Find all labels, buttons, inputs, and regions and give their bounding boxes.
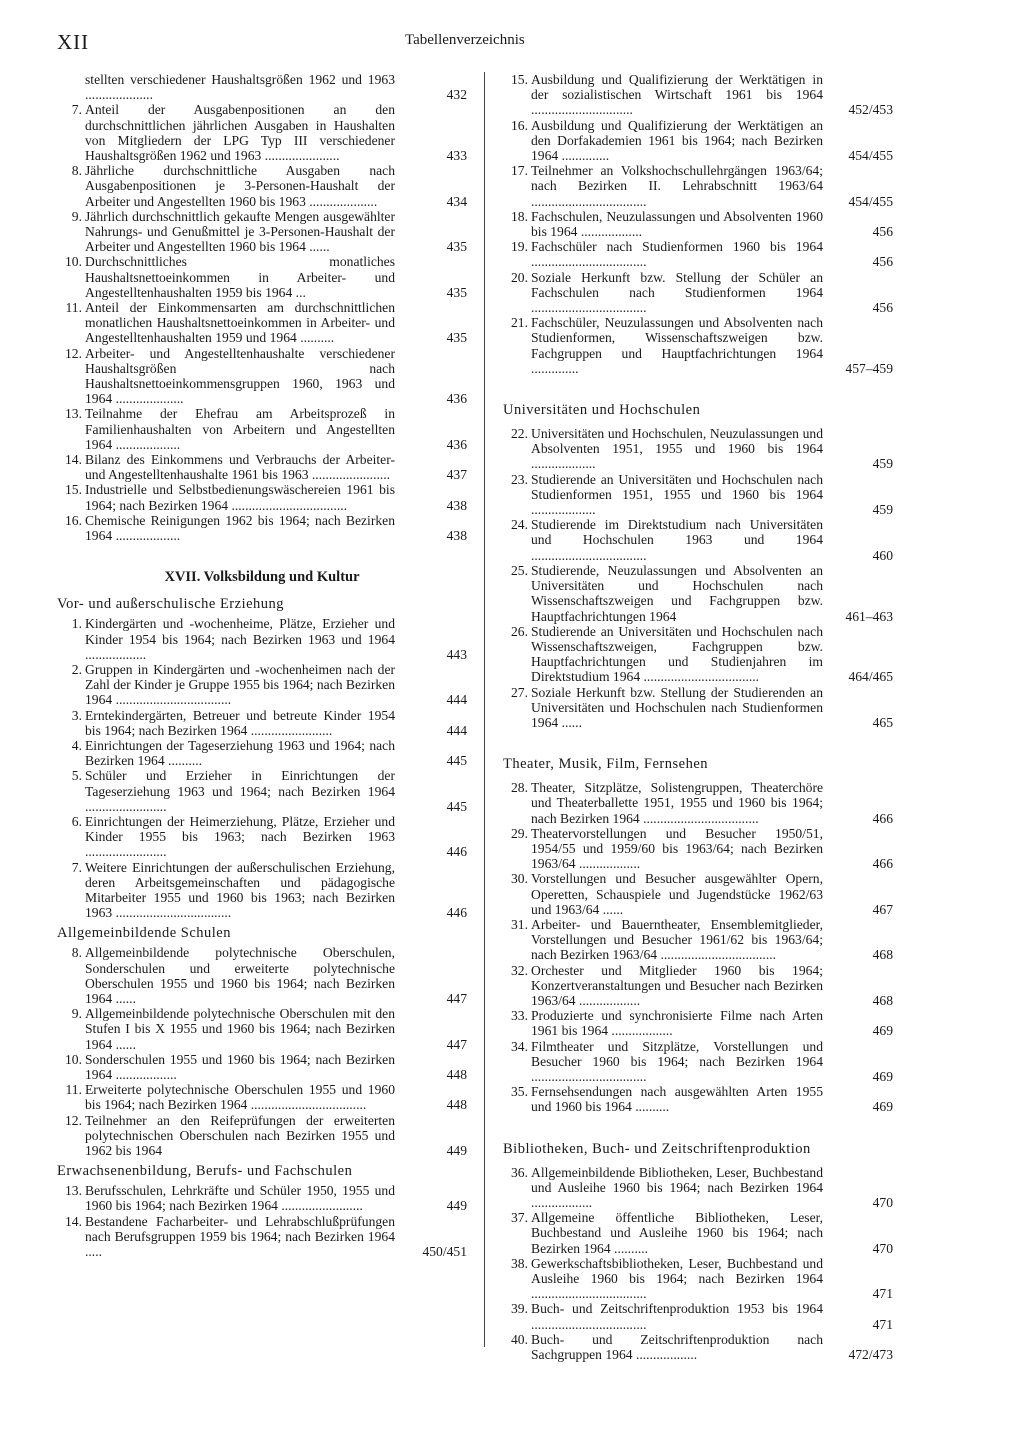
entry-text: Produzierte und synchronisierte Filme nach Arten 1961 bis 1964 .................. [531, 1008, 823, 1039]
entry-number: 12. [65, 1112, 82, 1128]
toc-entry [503, 1332, 893, 1362]
entry-body [85, 1006, 467, 1052]
entry-body [85, 708, 467, 738]
entry-text: stellten verschiedener Haushaltsgrößen 1962 und 1963 .................... [85, 72, 395, 103]
entry-page: 456 [872, 254, 893, 270]
entry-number: 11. [65, 1082, 82, 1098]
entry-body [85, 945, 467, 1006]
entry-text: Teilnehmer an den Reifeprüfungen der erweiterten polytechnischen Oberschulen nach Bezirken 1955 und 1962 bis 1964 [85, 1112, 395, 1158]
entry-page: 468 [872, 947, 893, 963]
entry-body [85, 1113, 467, 1159]
entry-page: 467 [872, 901, 893, 917]
entry-body [85, 1082, 467, 1112]
entry-page: 470 [872, 1240, 893, 1256]
toc-entry [57, 1113, 467, 1159]
entry-number: 13. [65, 1183, 82, 1199]
entry-number: 9. [71, 208, 82, 224]
entry-page: 448 [446, 1066, 467, 1082]
entry-body [85, 1183, 467, 1213]
entry-number: 4. [71, 737, 82, 753]
entry-body [531, 315, 893, 376]
entry-text: Chemische Reinigungen 1962 bis 1964; nach Bezirken 1964 ................... [85, 512, 395, 544]
entry-body [531, 209, 893, 239]
entry-text: Bestandene Facharbeiter- und Lehrabschlußprüfungen nach Berufsgruppen 1959 bis 1964; nach Bezirken 1964 ..... [85, 1213, 395, 1260]
entry-body [531, 624, 893, 685]
toc-entry [503, 685, 893, 731]
entry-group [503, 1165, 893, 1363]
entry-page: 447 [446, 1036, 467, 1052]
entry-page: 437 [446, 467, 467, 483]
toc-entry [57, 1214, 467, 1260]
toc-entry [57, 1183, 467, 1213]
entry-text: Fernsehsendungen nach ausgewählten Arten 1955 und 1960 bis 1964 .......... [531, 1084, 823, 1115]
entry-body [85, 1214, 467, 1260]
toc-entry [503, 118, 893, 164]
entry-number: 6. [71, 813, 82, 829]
toc-entry [57, 738, 467, 768]
entry-body [85, 860, 467, 921]
entry-page: 435 [446, 239, 467, 255]
entry-body [85, 452, 467, 482]
entry-body [85, 300, 467, 346]
entry-number: 40. [511, 1331, 528, 1347]
entry-text: Buch- und Zeitschriftenproduktion nach Sachgruppen 1964 .................. [531, 1331, 823, 1363]
entry-page: 454/455 [848, 193, 893, 209]
entry-text: Bilanz des Einkommens und Verbrauchs der Arbeiter- und Angestelltenhaushalte 1961 bis 1963 ....................... [85, 452, 395, 483]
toc-entry [503, 1084, 893, 1114]
entry-text: Studierende an Universitäten und Hochschulen nach Wissenschaftszweigen, Fachgruppen bzw. Hauptfachrichtungen und Studienjahren im Direktstudium 1964 .................................. [531, 623, 823, 685]
toc-entry [57, 945, 467, 1006]
entry-text: Studierende, Neuzulassungen und Absolventen an Universitäten und Hochschulen nach Wissenschaftszweigen und Fachgruppen bzw. Hauptfachrichtungen 1964 [531, 562, 823, 624]
entry-number: 36. [511, 1164, 528, 1180]
toc-entry [503, 917, 893, 963]
entry-text: Weitere Einrichtungen der außerschulischen Erziehung, deren Arbeitsgemeinschaften und pädagogische Mitarbeiter 1955 und 1960 bis 1963; nach Bezirken 1963 .................................. [85, 859, 395, 921]
toc-entry [503, 163, 893, 209]
entry-page: 447 [446, 990, 467, 1006]
entry-text: Durchschnittliches monatliches Haushaltsnettoeinkommen in Arbeiter- und Angestelltenhaushalten 1959 bis 1964 ... [85, 254, 395, 300]
entry-page: 445 [446, 753, 467, 769]
entry-page: 471 [872, 1286, 893, 1302]
entry-number: 13. [65, 406, 82, 422]
entry-page: 469 [872, 1023, 893, 1039]
toc-entry [503, 472, 893, 518]
entry-page: 435 [446, 284, 467, 300]
entry-body [85, 662, 467, 708]
entry-page: 448 [446, 1097, 467, 1113]
entry-body [85, 163, 467, 209]
entry-body [531, 270, 893, 316]
entry-text: Gewerkschaftsbibliotheken, Leser, Buchbestand und Ausleihe 1960 bis 1964; nach Bezirken 1964 .................................. [531, 1255, 823, 1302]
entry-text: Universitäten und Hochschulen, Neuzulassungen und Absolventen 1951, 1955 und 1960 bis 1964 ................... [531, 426, 823, 472]
toc-entry [57, 482, 467, 512]
toc-entry [503, 1165, 893, 1211]
entry-body [531, 1039, 893, 1085]
toc-entry [503, 209, 893, 239]
subsection-heading: Bibliotheken, Buch- und Zeitschriftenproduktion [503, 1140, 811, 1157]
entry-body [531, 1084, 893, 1114]
toc-entry [503, 1301, 893, 1331]
entry-number: 16. [511, 117, 528, 133]
toc-entry [503, 517, 893, 563]
entry-text: Teilnehmer an Volkshochschullehrgängen 1963/64; nach Bezirken II. Lehrabschnitt 1963/64 .................................. [531, 163, 823, 209]
section-title: XVII. Volksbildung und Kultur [164, 569, 360, 586]
subsection-heading: Theater, Musik, Film, Fernsehen [503, 756, 708, 773]
entry-page: 449 [446, 1143, 467, 1158]
entry-body [85, 814, 467, 860]
entry-body [531, 1165, 893, 1211]
entry-text: Arbeiter- und Bauerntheater, Ensemblemitglieder, Vorstellungen und Besucher 1961/62 bis 1963/64; nach Bezirken 1963/64 .................................. [531, 916, 823, 963]
entry-body [85, 346, 467, 407]
subsection-heading: Allgemeinbildende Schulen [57, 925, 231, 942]
entry-number: 19. [511, 239, 528, 255]
entry-page: 469 [872, 1068, 893, 1084]
entry-number [57, 72, 85, 102]
toc-entry [57, 209, 467, 255]
entry-text: Allgemeinbildende polytechnische Oberschulen mit den Stufen I bis X 1955 und 1960 bis 1964; nach Bezirken 1964 ...... [85, 1006, 395, 1052]
entry-number: 14. [65, 452, 82, 468]
entry-page: 471 [872, 1316, 893, 1332]
entry-page: 433 [446, 148, 467, 164]
entry-body [85, 768, 467, 814]
entry-group [57, 616, 467, 920]
entry-page: 450/451 [422, 1244, 467, 1260]
entry-body [85, 616, 467, 662]
toc-entry [57, 72, 467, 102]
entry-page: 459 [872, 502, 893, 518]
entry-page: 461–463 [845, 608, 893, 624]
entry-body [531, 1256, 893, 1302]
entry-number: 1. [71, 616, 82, 632]
entry-number: 11. [65, 300, 82, 316]
entry-body [531, 1210, 893, 1256]
entry-body [85, 1052, 467, 1082]
entry-text: Kindergärten und -wochenheime, Plätze, Erzieher und Kinder 1954 bis 1964; nach Bezirken 1963 und 1964 .................. [85, 616, 395, 662]
entry-page: 436 [446, 391, 467, 407]
entry-number: 9. [71, 1006, 82, 1022]
entry-page: 432 [446, 87, 467, 103]
entry-body [531, 426, 893, 472]
entry-text: Anteil der Ausgabenpositionen an den durchschnittlichen jährlichen Ausgaben in Haushalten von Mitgliedern der LPG Typ III verschiedener Haushaltsgrößen 1962 und 1963 ...................... [85, 102, 395, 164]
entry-text: Vorstellungen und Besucher ausgewählter Opern, Operetten, Schauspiele und Jugendstücke 1962/63 und 1963/64 ...... [531, 871, 823, 917]
toc-entry [503, 780, 893, 826]
entry-body [85, 102, 467, 163]
right-column [503, 72, 893, 1362]
entry-text: Sonderschulen 1955 und 1960 bis 1964; nach Bezirken 1964 .................. [85, 1051, 395, 1082]
toc-entry [57, 513, 467, 543]
entry-text: Studierende im Direktstudium nach Universitäten und Hochschulen 1963 und 1964 .................................. [531, 517, 823, 563]
entry-page: 446 [446, 905, 467, 921]
entry-text: Allgemeinbildende Bibliotheken, Leser, Buchbestand und Ausleihe 1960 bis 1964; nach Bezirken 1964 .................. [531, 1164, 823, 1210]
entry-body [85, 482, 467, 512]
entry-number: 29. [511, 825, 528, 841]
entry-page: 470 [872, 1195, 893, 1210]
entry-page: 454/455 [848, 148, 893, 164]
subsection-heading: Universitäten und Hochschulen [503, 402, 701, 419]
toc-entry [57, 163, 467, 209]
entry-text: Gruppen in Kindergärten und -wochenheimen nach der Zahl der Kinder je Gruppe 1955 bis 1964; nach Bezirken 1964 .................................. [85, 661, 395, 708]
entry-text: Fachschulen, Neuzulassungen und Absolventen 1960 bis 1964 .................. [531, 208, 823, 240]
entry-text: Studierende an Universitäten und Hochschulen nach Studienformen 1951, 1955 und 1960 bis 1964 ................... [531, 471, 823, 518]
entry-group [57, 945, 467, 1158]
entry-page: 460 [872, 547, 893, 563]
entry-body [531, 826, 893, 872]
entry-text: Orchester und Mitglieder 1960 bis 1964; Konzertveranstaltungen und Besucher nach Bezirken 1963/64 .................. [531, 962, 823, 1008]
entry-body [85, 209, 467, 255]
toc-entry [57, 406, 467, 452]
entry-body [85, 738, 467, 768]
entry-body [531, 72, 893, 118]
toc-entry [57, 708, 467, 738]
entry-text: Fachschüler nach Studienformen 1960 bis 1964 .................................. [531, 239, 823, 270]
entry-group [503, 72, 893, 376]
entry-page: 434 [446, 193, 467, 209]
toc-entry [503, 72, 893, 118]
toc-entry [57, 1006, 467, 1052]
entry-text: Ausbildung und Qualifizierung der Werktätigen an den Dorfakademien 1961 bis 1964; nach Bezirken 1964 .............. [531, 117, 823, 164]
entry-number: 21. [511, 315, 528, 331]
entry-page: 468 [872, 992, 893, 1008]
entry-number: 18. [511, 208, 528, 224]
entry-number: 10. [65, 254, 82, 270]
page-number: XII [57, 30, 90, 54]
entry-text: Berufsschulen, Lehrkräfte und Schüler 1950, 1955 und 1960 bis 1964; nach Bezirken 1964 ........................ [85, 1183, 395, 1214]
entry-body [531, 517, 893, 563]
entry-text: Theatervorstellungen und Besucher 1950/51, 1954/55 und 1959/60 bis 1963/64; nach Bezirken 1963/64 .................. [531, 825, 823, 872]
entry-page: 443 [446, 646, 467, 662]
entry-number: 39. [511, 1301, 528, 1317]
toc-entry [57, 662, 467, 708]
entry-number: 17. [511, 163, 528, 179]
toc-entry [57, 452, 467, 482]
entry-number: 20. [511, 269, 528, 285]
entry-text: Filmtheater und Sitzplätze, Vorstellungen und Besucher 1960 bis 1964; nach Bezirken 1964 .................................. [531, 1038, 823, 1084]
entry-body [85, 254, 467, 300]
entry-text: Soziale Herkunft bzw. Stellung der Studierenden an Universitäten und Hochschulen nach Studienformen 1964 ...... [531, 684, 823, 730]
toc-entry [57, 768, 467, 814]
toc-entry [503, 871, 893, 917]
entry-number: 16. [65, 512, 82, 528]
entry-body [85, 72, 467, 102]
toc-entry [503, 826, 893, 872]
toc-entry [57, 346, 467, 407]
entry-group [57, 1183, 467, 1259]
entry-number: 28. [511, 780, 528, 796]
entry-text: Industrielle und Selbstbedienungswäschereien 1961 bis 1964; nach Bezirken 1964 .................................. [85, 482, 395, 513]
entry-body [531, 871, 893, 917]
entry-page: 436 [446, 436, 467, 452]
toc-entry [57, 254, 467, 300]
toc-entry [57, 814, 467, 860]
entry-group [503, 780, 893, 1114]
entry-number: 27. [511, 684, 528, 700]
toc-entry [503, 1008, 893, 1038]
entry-text: Fachschüler, Neuzulassungen und Absolventen nach Studienformen, Wissenschaftszweigen bzw. Fachgruppen und Hauptfachrichtungen 1964 .............. [531, 315, 823, 376]
entry-number: 7. [71, 859, 82, 875]
entry-text: Allgemeinbildende polytechnische Oberschulen, Sonderschulen und erweiterte polytechnische Oberschulen 1955 und 1960 bis 1964; nach Bezirken 1964 ...... [85, 945, 395, 1006]
entry-body [531, 1008, 893, 1038]
entry-body [531, 963, 893, 1009]
entry-text: Allgemeine öffentliche Bibliotheken, Leser, Buchbestand und Ausleihe 1960 bis 1964; nach Bezirken 1964 .......... [531, 1210, 823, 1256]
entry-text: Arbeiter- und Angestelltenhaushalte verschiedener Haushaltsgrößen nach Haushaltsnettoeinkommensgruppen 1960, 1963 und 1964 .................... [85, 345, 395, 407]
toc-entry [503, 963, 893, 1009]
entry-page: 457–459 [845, 360, 893, 376]
entry-body [531, 917, 893, 963]
entry-page: 456 [872, 300, 893, 316]
entry-group [503, 426, 893, 730]
entry-text: Jährliche durchschnittliche Ausgaben nach Ausgabenpositionen je 3-Personen-Haushalt der Arbeiter und Angestellten 1960 bis 1963 .................... [85, 163, 395, 209]
entry-number: 8. [71, 163, 82, 179]
entry-number: 5. [71, 768, 82, 784]
entry-number: 30. [511, 871, 528, 887]
toc-entry [503, 270, 893, 316]
entry-page: 466 [872, 810, 893, 826]
entry-page: 465 [872, 714, 893, 730]
entry-page: 456 [872, 224, 893, 240]
entry-text: Teilnahme der Ehefrau am Arbeitsprozeß in Familienhaushalten von Arbeitern und Angestellten 1964 ................... [85, 406, 395, 452]
entry-number: 12. [65, 345, 82, 361]
toc-entry [503, 1210, 893, 1256]
left-column [57, 72, 467, 1259]
entry-page: 469 [872, 1099, 893, 1115]
entry-text: Einrichtungen der Heimerziehung, Plätze, Erzieher und Kinder 1955 bis 1963; nach Bezirken 1963 ........................ [85, 813, 395, 860]
entry-group [57, 72, 467, 543]
toc-entry [503, 239, 893, 269]
toc-entry [57, 300, 467, 346]
toc-entry [503, 1256, 893, 1302]
entry-page: 464/465 [848, 669, 893, 685]
entry-text: Schüler und Erzieher in Einrichtungen der Tageserziehung 1963 und 1964; nach Bezirken 1964 ........................ [85, 768, 395, 814]
toc-entry [57, 102, 467, 163]
entry-number: 34. [511, 1038, 528, 1054]
entry-body [531, 780, 893, 826]
entry-number: 22. [511, 426, 528, 442]
entry-page: 449 [446, 1198, 467, 1214]
entry-number: 33. [511, 1008, 528, 1024]
entry-body [531, 1301, 893, 1331]
toc-entry [57, 1052, 467, 1082]
entry-body [531, 472, 893, 518]
entry-number: 26. [511, 623, 528, 639]
entry-page: 446 [446, 844, 467, 860]
entry-number: 14. [65, 1213, 82, 1229]
toc-entry [503, 1039, 893, 1085]
entry-number: 3. [71, 707, 82, 723]
entry-number: 25. [511, 562, 528, 578]
column-divider [484, 72, 485, 1347]
toc-entry [57, 1082, 467, 1112]
entry-body [85, 513, 467, 543]
toc-entry [57, 616, 467, 662]
subsection-heading: Vor- und außerschulische Erziehung [57, 596, 285, 613]
entry-page: 452/453 [848, 102, 893, 118]
entry-body [531, 1332, 893, 1362]
entry-number: 35. [511, 1084, 528, 1100]
entry-body [531, 118, 893, 164]
entry-text: Erweiterte polytechnische Oberschulen 1955 und 1960 bis 1964; nach Bezirken 1964 .................................. [85, 1082, 395, 1113]
toc-entry [503, 563, 893, 624]
page-title: Tabellenverzeichnis [405, 32, 525, 48]
entry-number: 24. [511, 517, 528, 533]
entry-text: Jährlich durchschnittlich gekaufte Mengen ausgewählter Nahrungs- und Genußmittel je 3-Personen-Haushalt der Arbeiter und Angestellten 1960 bis 1964 ...... [85, 208, 395, 255]
toc-entry [503, 315, 893, 376]
entry-number: 2. [71, 661, 82, 677]
entry-text: Einrichtungen der Tageserziehung 1963 und 1964; nach Bezirken 1964 .......... [85, 737, 395, 769]
toc-entry [503, 426, 893, 472]
entry-page: 445 [446, 798, 467, 814]
entry-text: Soziale Herkunft bzw. Stellung der Schüler an Fachschulen nach Studienformen 1964 .................................. [531, 269, 823, 316]
entry-body [531, 239, 893, 269]
toc-entry [503, 624, 893, 685]
entry-text: Erntekindergärten, Betreuer und betreute Kinder 1954 bis 1964; nach Bezirken 1964 ........................ [85, 707, 395, 738]
entry-number: 38. [511, 1255, 528, 1271]
entry-page: 438 [446, 528, 467, 544]
entry-page: 435 [446, 330, 467, 346]
entry-page: 466 [872, 856, 893, 872]
entry-number: 15. [511, 72, 528, 87]
entry-page: 444 [446, 722, 467, 738]
entry-text: Anteil der Einkommensarten am durchschnittlichen monatlichen Haushaltsnettoeinkommen in Arbeiter- und Angestelltenhaushalten 1959 und 1964 .......... [85, 300, 395, 346]
entry-number: 8. [71, 945, 82, 961]
entry-page: 438 [446, 497, 467, 513]
entry-body [531, 685, 893, 731]
toc-entry [57, 860, 467, 921]
subsection-heading: Erwachsenenbildung, Berufs- und Fachschulen [57, 1163, 353, 1180]
entry-number: 15. [65, 482, 82, 498]
entry-text: Ausbildung und Qualifizierung der Werktätigen in der sozialistischen Wirtschaft 1961 bis 1964 .............................. [531, 72, 823, 118]
entry-text: Buch- und Zeitschriftenproduktion 1953 bis 1964 .................................. [531, 1301, 823, 1332]
entry-body [85, 406, 467, 452]
entry-page: 459 [872, 456, 893, 472]
entry-number: 37. [511, 1210, 528, 1226]
entry-page: 444 [446, 692, 467, 708]
entry-number: 7. [71, 102, 82, 118]
entry-page: 472/473 [848, 1347, 893, 1363]
entry-number: 10. [65, 1051, 82, 1067]
entry-number: 23. [511, 471, 528, 487]
entry-body [531, 563, 893, 624]
entry-number: 31. [511, 916, 528, 932]
entry-body [531, 163, 893, 209]
entry-text: Theater, Sitzplätze, Solistengruppen, Theaterchöre und Theaterballette 1951, 1955 und 1960 bis 1964; nach Bezirken 1964 .................................. [531, 780, 823, 826]
entry-number: 32. [511, 962, 528, 978]
